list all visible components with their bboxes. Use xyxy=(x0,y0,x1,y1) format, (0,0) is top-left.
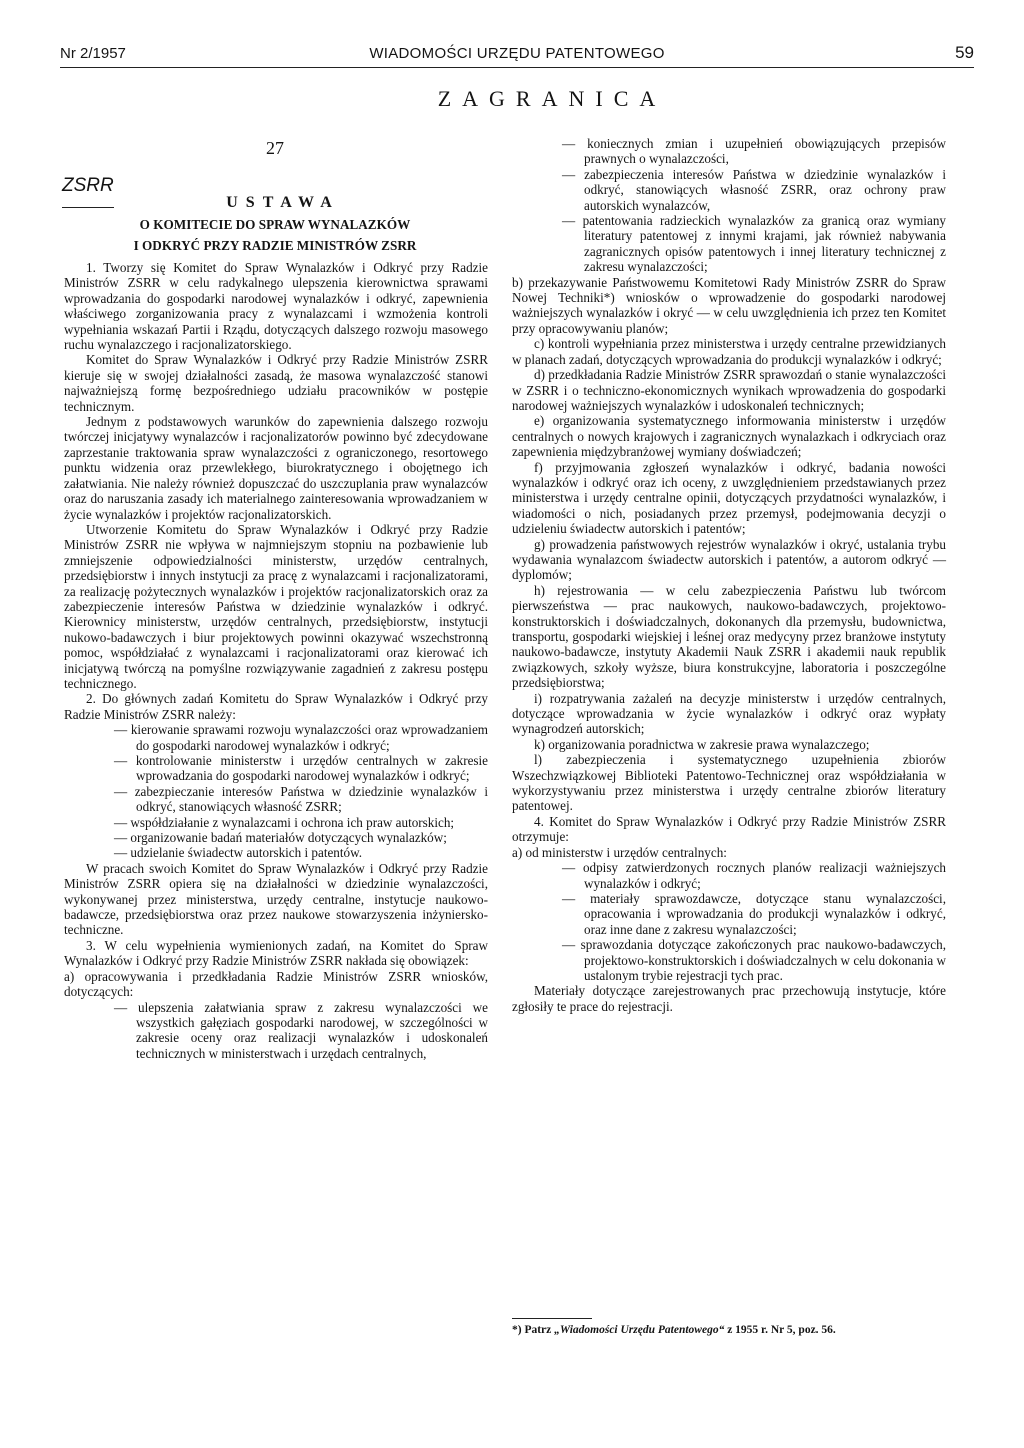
paragraph: d) przedkładania Radzie Ministrów ZSRR sprawozdań o stanie wynalazczości w ZSRR i o techniczno-ekonomicznych wynikach wprowadzenia do gospodarki narodowej ważniejszych wynalazków i udoskonaleń technicznych; xyxy=(512,367,946,413)
left-column xyxy=(64,260,488,1061)
country-label: ZSRR xyxy=(62,175,114,196)
list-item: — kontrolowanie ministerstw i urzędów centralnych w zakresie wprowadzania do gospodarki narodowej wynalazków i odkryć; xyxy=(114,753,488,784)
page-header xyxy=(60,41,974,68)
footnote xyxy=(512,1323,948,1337)
paragraph: a) opracowywania i przedkładania Radzie Ministrów ZSRR wniosków, dotyczących: xyxy=(64,968,488,1000)
paragraph: W pracach swoich Komitet do Spraw Wynalazków i Odkryć przy Radzie Ministrów ZSRR opiera się na działalności w dziedzinie wynalazczości, wykonywanej przez ministerstwa, urzędy centralne, instytucje naukowo-badawcze, przedsiębiorstwa oraz przez naukowe stowarzyszenia inżyniersko-techniczne. xyxy=(64,860,488,938)
list-item: — materiały sprawozdawcze, dotyczące stanu wynalazczości, opracowania i wprowadzania do produkcji wynalazków i odkryć, oraz inne dane z zakresu wynalazczości; xyxy=(562,890,946,937)
act-type: USTAWA xyxy=(226,194,340,211)
paragraph: Materiały dotyczące zarejestrowanych prac przechowują instytucje, które zgłosiły te prace do rejestracji. xyxy=(512,983,946,1014)
list-item: — ulepszenia załatwiania spraw z zakresu wynalazczości we wszystkich gałęziach gospodarki narodowej, w szczególności w zakresie oceny oraz realizacji wynalazków i udoskonaleń technicznych w ministerstwach i urzędach centralnych, xyxy=(114,999,488,1061)
list-item: — udzielanie świadectw autorskich i patentów. xyxy=(114,845,363,861)
paragraph: 3. W celu wypełnienia wymienionych zadań, na Komitet do Spraw Wynalazków i Odkryć przy Radzie Ministrów ZSRR nakłada się obowiązek: xyxy=(64,937,488,969)
paragraph: i) rozpatrywania zażaleń na decyzje ministerstw i urzędów centralnych, dotyczące wprowadzania w życie wynalazków i odkryć oraz wypłaty wynagrodzeń autorskich; xyxy=(512,690,946,737)
act-title-line: O KOMITECIE DO SPRAW WYNALAZKÓW xyxy=(139,217,411,232)
footnote-source: „Wiadomości Urzędu Patentowego“ xyxy=(554,1324,725,1336)
paragraph: b) przekazywanie Państwowemu Komitetowi Rady Ministrów ZSRR do Spraw Nowej Techniki*) wniosków o wprowadzenie do gospodarki narodowej ważniejszych wynalazków i okryć — w celu uwzględnienia ich przez ten Komitet przy opracowywaniu planów; xyxy=(512,274,946,336)
act-title xyxy=(64,214,486,256)
paragraph: Komitet do Spraw Wynalazków i Odkryć przy Radzie Ministrów ZSRR kieruje się w swojej działalności zasadą, że masowa wynalazczość stanowi najważniejszą formę bezpośredniego udziału pracowników w postępie technicznym. xyxy=(64,352,488,414)
list-item: — patentowania radzieckich wynalazków za granicą oraz wymiany literatury patentowej z innymi krajami, jak również nabywania zagranicznych opisów patentowych i innej literatury technicznej z zakresu wynalazczości; xyxy=(562,213,946,275)
act-title-line: I ODKRYĆ PRZY RADZIE MINISTRÓW ZSRR xyxy=(133,238,417,253)
footnote-prefix: *) Patrz xyxy=(512,1324,555,1336)
paragraph: l) zabezpieczenia i systematycznego uzupełnienia zbiorów Wszechzwiązkowej Biblioteki Patentowo-Technicznej oraz współdziałania w wykorzystywaniu przez ministerstwa i urzędy centralne zbiorów literatury patentowej. xyxy=(512,752,946,814)
list-item: — zabezpieczanie interesów Państwa w dziedzinie wynalazków i odkryć, stanowiących własność ZSRR; xyxy=(114,783,488,815)
paragraph: 2. Do głównych zadań Komitetu do Spraw Wynalazków i Odkryć przy Radzie Ministrów ZSRR należy: xyxy=(64,691,488,722)
paragraph: Utworzenie Komitetu do Spraw Wynalazków i Odkryć przy Radzie Ministrów ZSRR nie wpływa w najmniejszym stopniu na pozbawienie lub zmniejszenie odpowiedzialności ministerstw, urzędów centralnych, przedsiębiorstw i innych instytucji za pracę z wynalazcami i racjonalizatorami, za realizację pożytecznych wynalazków i projektów racjonalizatorskich oraz za zabezpieczenie interesów Państwa w dziedzinie wynalazków i odkryć. Kierownicy ministerstw, urzędów centralnych, przedsiębiorstw, instytucji nukowo-badawczych i biur projektowych powinni okazywać wszechstronną pomoc, współdziałać z wynalazcami i racjonalizatorami oraz kierować ich inicjatywą twórczą na pomyślne rozwiązywanie zagadnień z zakresu postępu technicznego. xyxy=(64,521,488,691)
paragraph: 4. Komitet do Spraw Wynalazków i Odkryć przy Radzie Ministrów ZSRR otrzymuje: xyxy=(512,813,946,845)
list-item: — organizowanie badań materiałów dotyczących wynalazków; xyxy=(114,830,447,846)
list-item: — zabezpieczenia interesów Państwa w dziedzinie wynalazków i odkryć, stanowiących własność ZSRR, oraz ochrony praw autorskich wynalazców, xyxy=(562,166,946,213)
list-item: — odpisy zatwierdzonych rocznych planów realizacji ważniejszych wynalazków i odkryć; xyxy=(562,860,946,891)
paragraph: 1. Tworzy się Komitet do Spraw Wynalazków i Odkryć przy Radzie Ministrów ZSRR w celu radykalnego ulepszenia kierownictwa sprawami wprowadzania do gospodarki narodowej wynalazków i odkryć, zapewnienia właściwego zorganizowania pracy z wynalazcami i wzmożenia kontroli wypełniania wskazań Partii i Rządu, dotyczących dalszego rozwoju masowego ruchu wynalazczego i racjonalizatorskiego. xyxy=(64,260,488,353)
act-number: 27 xyxy=(266,138,284,158)
list-item: — współdziałanie z wynalazcami i ochrona ich praw autorskich; xyxy=(114,814,455,830)
list-item: — kierowanie sprawami rozwoju wynalazczości oraz wprowadzaniem do gospodarki narodowej wynalazków i odkryć; xyxy=(114,722,488,753)
paragraph: f) przyjmowania zgłoszeń wynalazków i odkryć, badania nowości wynalazków i odkryć oraz ich oceny, z uwzględnieniem przedstawianych przez ministerstwa i urzędy centralne opinii, dotyczących przydatności wynalazków, i wiadomości o nich, posiadanych przez przemysł, podejmowania decyzji o udzieleniu świadectw autorskich i patentów; xyxy=(512,459,946,537)
issue-number: Nr 2/1957 xyxy=(60,45,126,62)
right-column xyxy=(512,136,946,1014)
paragraph: Jednym z podstawowych warunków do zapewnienia dalszego rozwoju twórczej inicjatywy wynalazców i racjonalizatorów powinno być zdecydowane zaprzestanie traktowania spraw wynalazczości z ograniczonego, resortowego punktu widzenia oraz przewlekłego, biurokratycznego i obojętnego ich załatwiania. Nie należy również dopuszczać do uszczuplania praw wynalazców oraz do naruszania zasady ich materialnego zainteresowania wprowadzaniem w życie wynalazków i projektów racjonalizatorskich. xyxy=(64,414,488,522)
paragraph: h) rejestrowania — w celu zabezpieczenia Państwu lub twórcom pierwszeństwa — prac naukowych, naukowo-badawczych, projektowo-konstruktorskich i doświadczalnych, dokonanych dla przemysłu, budownictwa, transportu, gospodarki wiejskiej i leśnej oraz medycyny przez branżowe instytuty naukowo-badawcze, instytuty Akademii Nauk ZSRR i akademii nauk republik związkowych, szkoły wyższe, biura konstrukcyjne, laboratoria i poszczególne przedsiębiorstwa; xyxy=(512,582,946,691)
paragraph: e) organizowania systematycznego informowania ministerstw i urzędów centralnych o nowych krajowych i zagranicznych wynalazkach i odkryciach oraz zapewnienia międzybranżowej wymiany doświadczeń; xyxy=(512,413,946,460)
page-number: 59 xyxy=(955,43,974,62)
journal-title: WIADOMOŚCI URZĘDU PATENTOWEGO xyxy=(369,45,665,62)
paragraph: k) organizowania poradnictwa w zakresie prawa wynalazczego; xyxy=(534,736,870,752)
paragraph: g) prowadzenia państwowych rejestrów wynalazków i okryć, ustalania trybu wydawania wynalazcom świadectw autorskich i patentów, a autorom odkryć — dyplomów; xyxy=(512,536,946,583)
paragraph: c) kontroli wypełniania przez ministerstwa i urzędy centralne przewidzianych w planach zadań, dotyczących wprowadzania do produkcji wynalazków i odkryć; xyxy=(512,336,946,367)
paragraph: a) od ministerstw i urzędów centralnych: xyxy=(512,844,727,860)
list-item: — sprawozdania dotyczące zakończonych prac naukowo-badawczych, projektowo-konstruktorskich i doświadczalnych w celu dokonania w ustalonym trybie rejestracji tych prac. xyxy=(562,937,947,983)
list-item: — koniecznych zmian i uzupełnień obowiązujących przepisów prawnych o wynalazczości, xyxy=(562,136,946,167)
footnote-rule xyxy=(512,1318,592,1319)
section-title: ZAGRANICA xyxy=(437,86,667,111)
footnote-suffix: z 1955 r. Nr 5, poz. 56. xyxy=(724,1324,836,1336)
